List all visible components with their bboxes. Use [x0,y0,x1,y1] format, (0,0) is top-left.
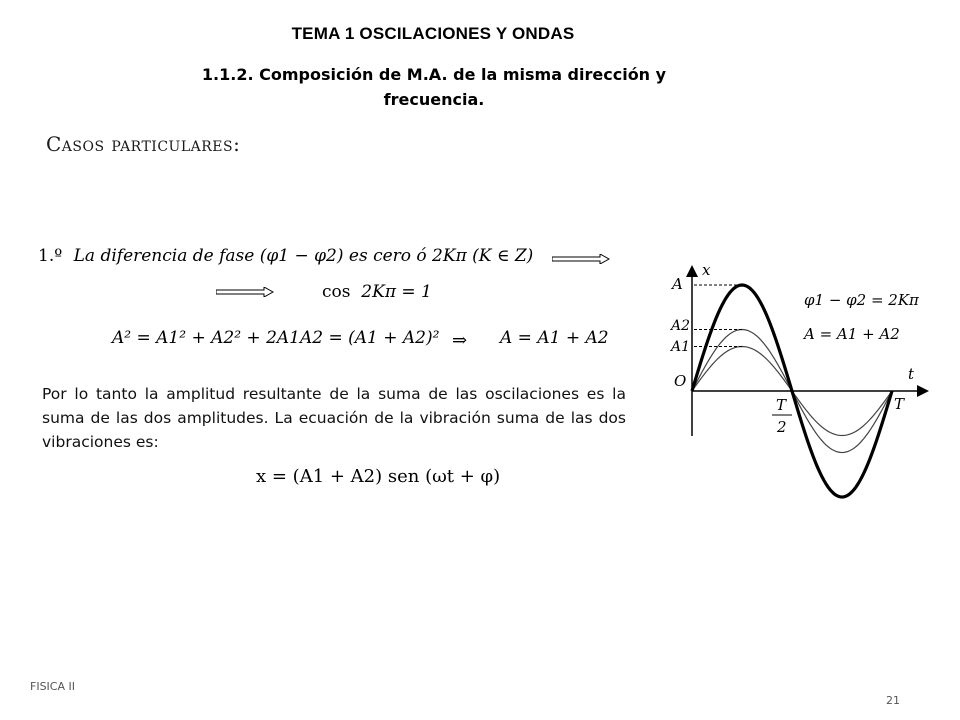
label-a: A [672,275,683,293]
cos-prefix: cos [322,282,351,302]
label-period: T [894,395,905,413]
explanation-paragraph: Por lo tanto la amplitud resultante de la suma de las oscilaciones es la suma de las dos amplitudes. La ecuación de la vibración suma de las dos vibraciones es: [42,385,626,451]
right-arrow-icon [216,287,274,297]
label-t-half-denominator: 2 [777,418,787,436]
final-equation: x = (A1 + A2) sen (ωt + φ) [256,466,501,487]
right-arrow-icon [552,254,610,264]
amplitude-result-equation: A = A1 + A2 [500,328,609,348]
implies-symbol: ⇒ [452,330,468,351]
amplitude-relation-label: A = A1 + A2 [804,325,900,343]
case-statement-text: La diferencia de fase (φ1 − φ2) es cero ó 2Kπ (K ∈ Z) [73,246,534,266]
case-1-statement [38,246,533,266]
label-t-half-numerator: T [776,396,787,414]
page-title: TEMA 1 OSCILACIONES Y ONDAS [291,24,575,43]
axis-label-t: t [908,365,915,383]
cos-identity-value: 2Kπ = 1 [361,282,432,302]
axis-label-x: x [702,261,711,279]
section-subtitle: 1.1.2. Composición de M.A. de la misma dirección y frecuencia. [201,65,667,109]
amplitude-squared-equation: A² = A1² + A2² + 2A1A2 = (A1 + A2)² [112,328,440,348]
label-origin: O [674,372,687,390]
subsection-heading: Casos particulares: [46,132,241,156]
phase-relation-label: φ1 − φ2 = 2Kπ [804,291,919,309]
oscillation-figure [664,258,934,508]
label-a2: A2 [671,318,691,334]
case-number: 1.º [38,246,63,266]
page-number: 21 [886,694,900,707]
footer-course: FISICA II [30,680,75,693]
cos-identity [322,282,432,302]
label-a1: A1 [671,339,691,355]
